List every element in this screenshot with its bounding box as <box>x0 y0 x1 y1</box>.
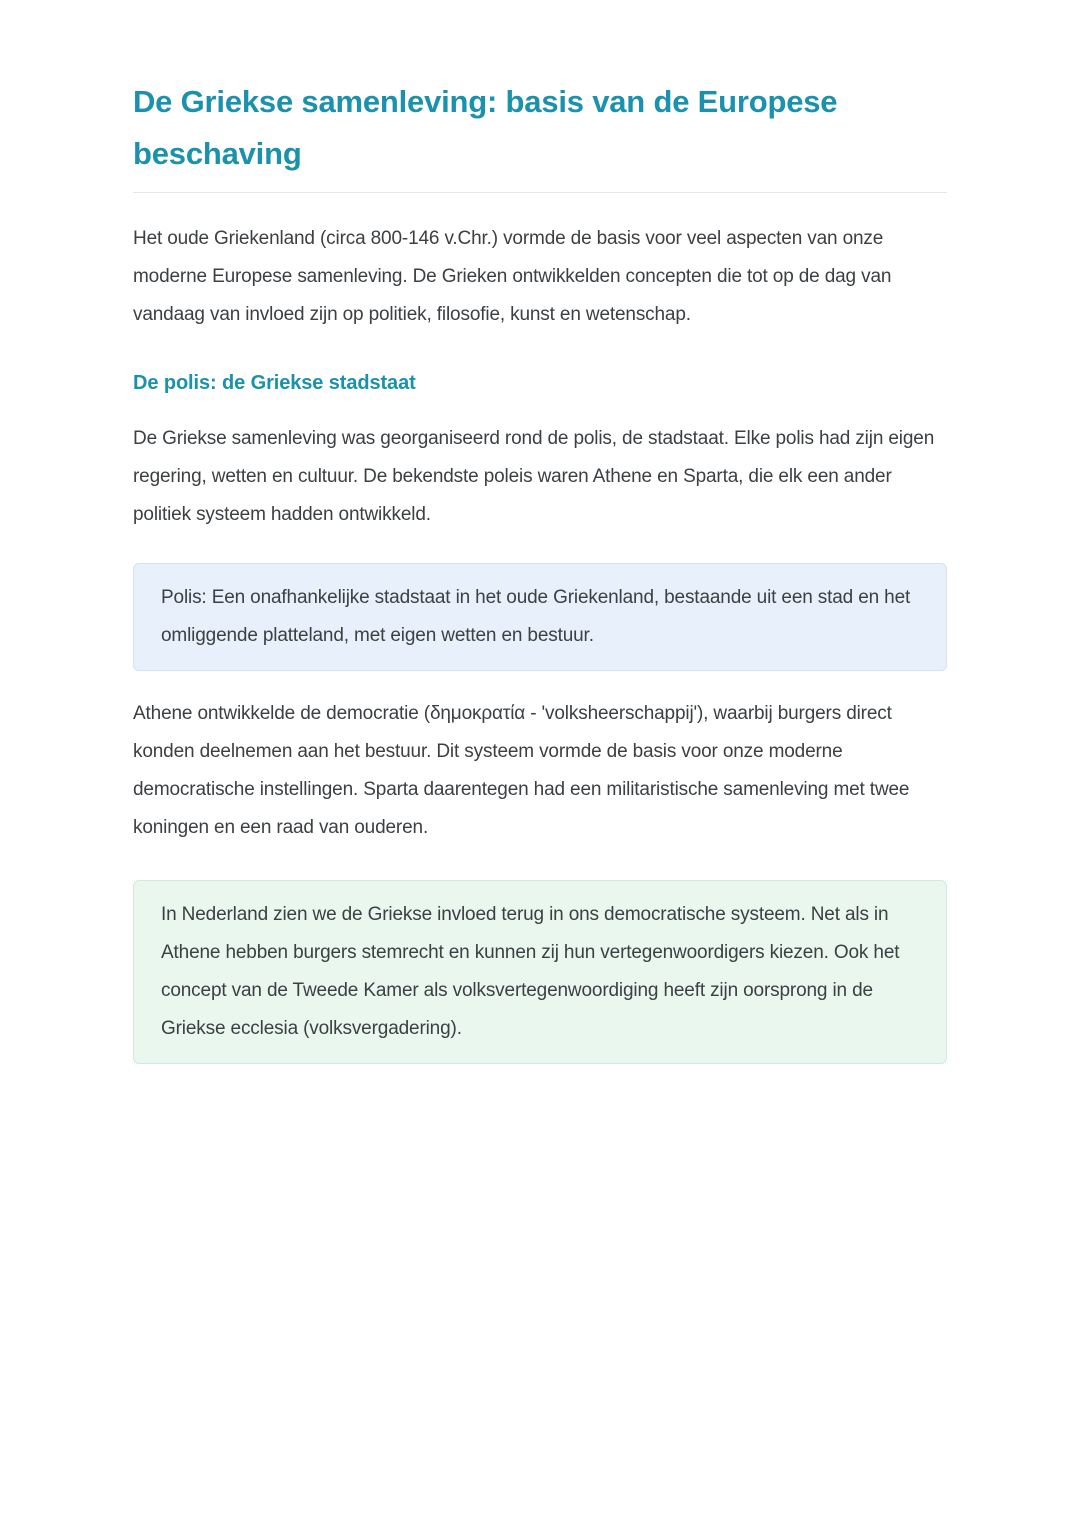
paragraph-polis: De Griekse samenleving was georganiseerd rond de polis, de stadstaat. Elke polis had zijn eigen regering, wetten en cultuur. De bekendste poleis waren Athene en Sparta, die elk een ander politiek systeem hadden ontwikkeld. <box>133 428 935 525</box>
paragraph-intro: Het oude Griekenland (circa 800-146 v.Chr.) vormde de basis voor veel aspecten van onze moderne Europese samenleving. De Grieken ontwikkelden concepten die tot op de dag van vandaag van invloed zijn op politiek, filosofie, kunst en wetenschap. <box>133 228 892 325</box>
title-divider <box>133 192 947 193</box>
example-callout-text: In Nederland zien we de Griekse invloed terug in ons democratische systeem. Net als in Athene hebben burgers stemrecht en kunnen zij hun vertegenwoordigers kiezen. Ook het concept van de Tweede Kamer als volksvertegenwoordiging heeft zijn oorsprong in de Griekse ecclesia (volksvergadering). <box>161 904 900 1039</box>
example-callout <box>133 880 947 1064</box>
page-title: De Griekse samenleving: basis van de Europese beschaving <box>133 84 838 171</box>
definition-callout <box>133 563 947 671</box>
definition-callout-text: Polis: Een onafhankelijke stadstaat in het oude Griekenland, bestaande uit een stad en het omliggende platteland, met eigen wetten en bestuur. <box>161 587 911 646</box>
section-heading-polis: De polis: de Griekse stadstaat <box>133 372 416 394</box>
article-page <box>133 0 947 1064</box>
paragraph-democracy: Athene ontwikkelde de democratie (δημοκρατία - 'volksheerschappij'), waarbij burgers direct konden deelnemen aan het bestuur. Dit systeem vormde de basis voor onze moderne democratische instellingen. Sparta daarentegen had een militaristische samenleving met twee koningen en een raad van ouderen. <box>133 703 910 838</box>
